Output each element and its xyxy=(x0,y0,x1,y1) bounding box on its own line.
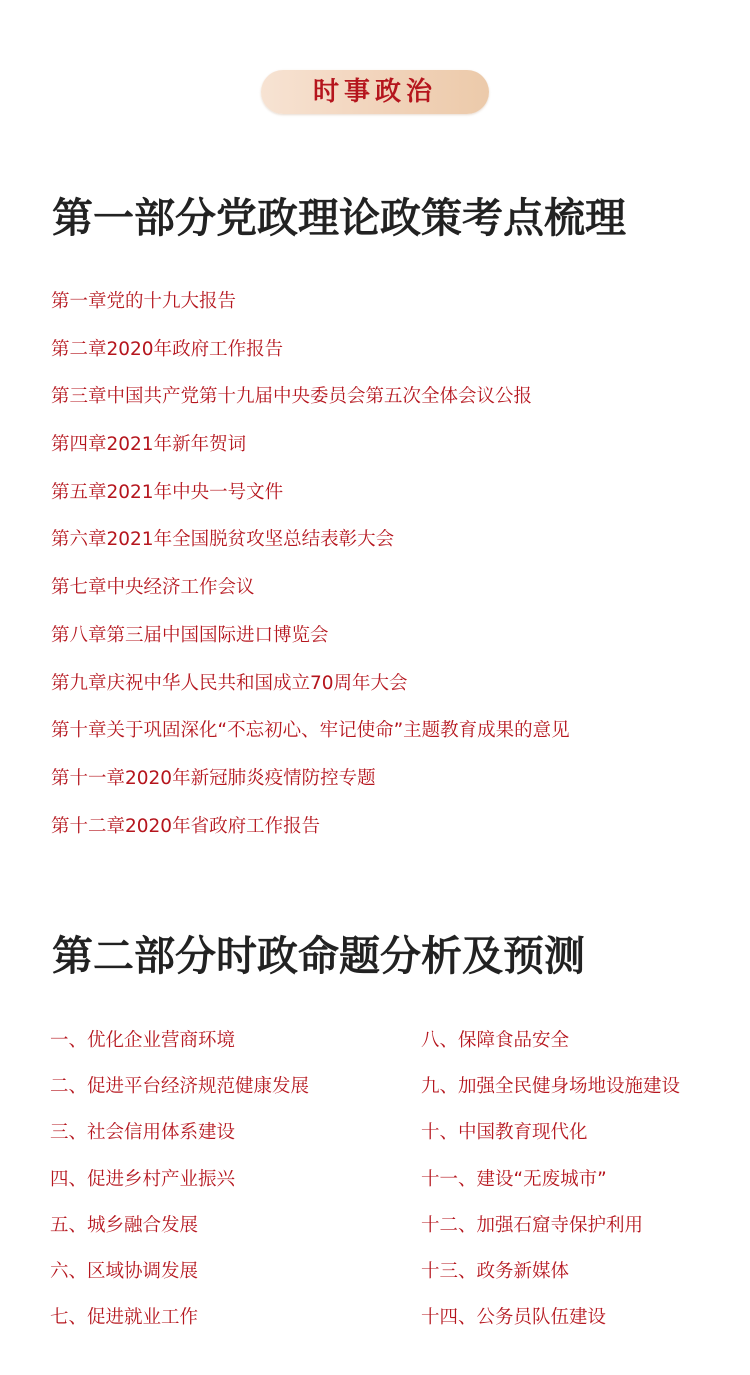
chapter-item: 第七章中央经济工作会议 xyxy=(51,577,255,599)
topic-list-left xyxy=(50,1025,309,1348)
chapter-item: 第九章庆祝中华人民共和国成立70周年大会 xyxy=(51,672,408,694)
chapter-item: 第一章党的十九大报告 xyxy=(51,291,237,312)
chapter-item: 第二章2020年政府工作报告 xyxy=(51,338,284,360)
chapter-item: 第四章2021年新年贺词 xyxy=(51,434,247,456)
topic-item: 五、城乡融合发展 xyxy=(50,1214,199,1236)
category-badge-label: 时事政治 xyxy=(312,77,437,107)
part1-title: 第一部分党政理论政策考点梳理 xyxy=(52,194,626,242)
topic-item: 一、优化企业营商环境 xyxy=(50,1030,236,1051)
topic-item: 八、保障食品安全 xyxy=(421,1030,570,1051)
chapter-item: 第十章关于巩固深化“不忘初心、牢记使命”主题教育成果的意见 xyxy=(51,720,570,742)
chapter-item: 第六章2021年全国脱贫攻坚总结表彰大会 xyxy=(51,529,395,551)
topic-item: 七、促进就业工作 xyxy=(50,1307,199,1329)
chapter-item: 第八章第三届中国国际进口博览会 xyxy=(51,624,329,646)
topic-item: 二、促进平台经济规范健康发展 xyxy=(50,1076,310,1098)
topic-item: 十三、政务新媒体 xyxy=(421,1260,570,1282)
part2-title: 第二部分时政命题分析及预测 xyxy=(52,932,585,980)
topic-list-right xyxy=(421,1025,680,1348)
chapter-item: 第三章中国共产党第十九届中央委员会第五次全体会议公报 xyxy=(51,386,533,408)
chapter-item: 第十二章2020年省政府工作报告 xyxy=(51,815,321,837)
topic-item: 十、中国教育现代化 xyxy=(421,1122,588,1144)
topic-item: 三、社会信用体系建设 xyxy=(50,1122,236,1144)
chapter-list xyxy=(51,286,570,858)
chapter-item: 第五章2021年中央一号文件 xyxy=(51,481,284,503)
topic-item: 十一、建设“无废城市” xyxy=(421,1168,607,1190)
topic-item: 四、促进乡村产业振兴 xyxy=(50,1168,236,1190)
chapter-item: 第十一章2020年新冠肺炎疫情防控专题 xyxy=(51,767,376,789)
topic-item: 六、区域协调发展 xyxy=(50,1260,199,1282)
topic-item: 九、加强全民健身场地设施建设 xyxy=(421,1076,681,1098)
topic-item: 十二、加强石窟寺保护利用 xyxy=(421,1214,644,1236)
category-badge xyxy=(261,70,489,114)
topic-item: 十四、公务员队伍建设 xyxy=(421,1307,607,1329)
